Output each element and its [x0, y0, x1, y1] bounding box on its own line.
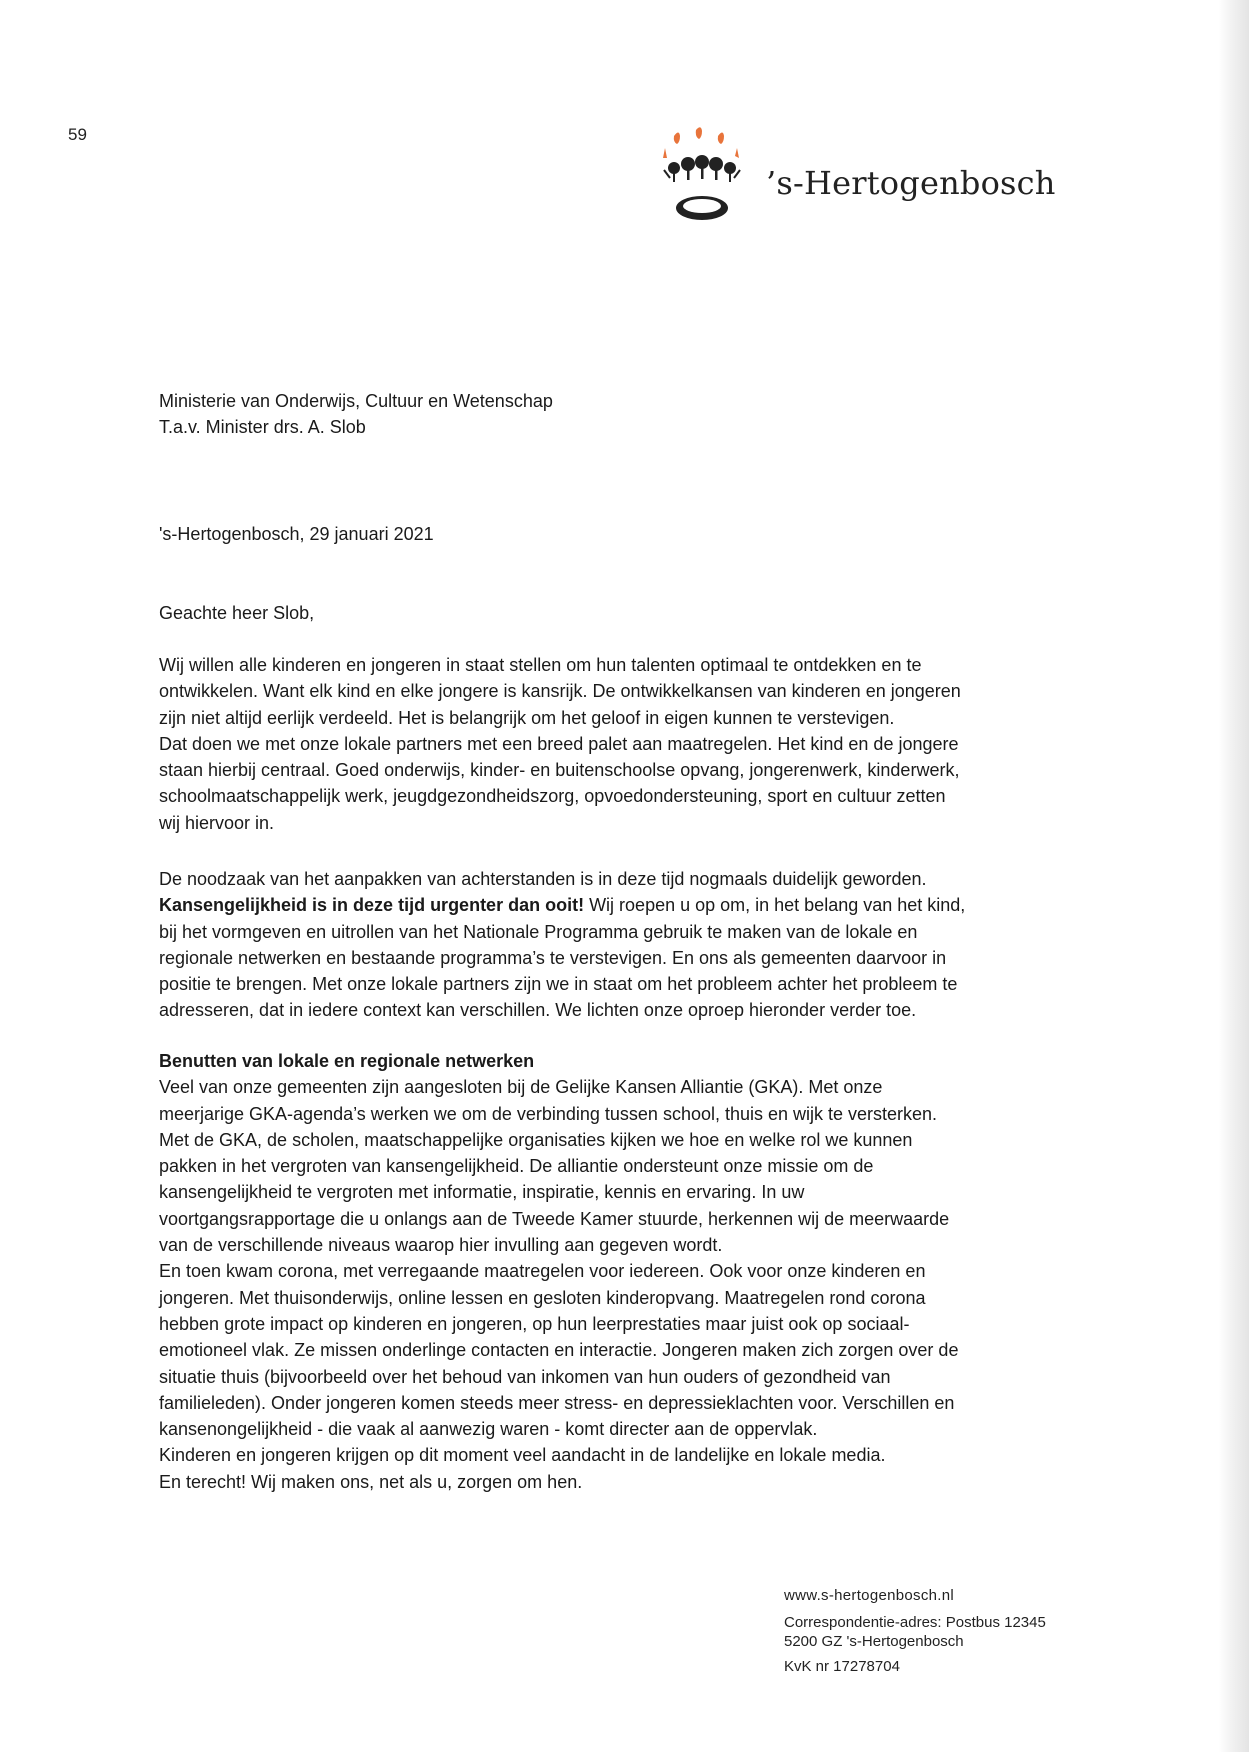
text-line: familieleden). Onder jongeren komen steeds meer stress- en depressieklachten voor. Verschillen en [159, 1392, 955, 1413]
address-line: Ministerie van Onderwijs, Cultuur en Wetenschap [159, 391, 553, 411]
crown-trees-icon [640, 126, 760, 236]
text-line: hebben grote impact op kinderen en jongeren, op hun leerprestaties maar juist ook op sociaal- [159, 1313, 910, 1334]
text-line: Dat doen we met onze lokale partners met een breed palet aan maatregelen. Het kind en de jongere [159, 733, 959, 754]
text-line: voortgangsrapportage die u onlangs aan de Tweede Kamer stuurde, herkennen wij de meerwaarde [159, 1208, 950, 1229]
text-line: bij het vormgeven en uitrollen van het Nationale Programma gebruik te maken van de lokale en [159, 921, 918, 942]
page-edge-shadow [1219, 0, 1249, 1752]
address-line: T.a.v. Minister drs. A. Slob [159, 417, 366, 438]
text-line: Met de GKA, de scholen, maatschappelijke organisaties kijken we hoe en welke rol we kunnen [159, 1129, 913, 1150]
logo-wordmark: ’s-Hertogenbosch [766, 164, 1056, 202]
emphasis-text: Kansengelijkheid is in deze tijd urgenter dan ooit! [159, 895, 585, 916]
text-line: zijn niet altijd eerlijk verdeeld. Het is belangrijk om het geloof in eigen kunnen te verstevigen. [159, 707, 895, 728]
text-line: Veel van onze gemeenten zijn aangesloten bij de Gelijke Kansen Alliantie (GKA). Met onze [159, 1077, 883, 1098]
text-line: staan hierbij centraal. Goed onderwijs, kinder- en buitenschoolse opvang, jongerenwerk, kinderwerk, [159, 760, 960, 781]
text-span: Wij roepen u op om, in het belang van het kind, [584, 895, 966, 916]
text-line: En toen kwam corona, met verregaande maatregelen voor iedereen. Ook voor onze kinderen en [159, 1261, 926, 1282]
text-line: positie te brengen. Met onze lokale partners zijn we in staat om het probleem achter het probleem te [159, 974, 958, 995]
text-line: En terecht! Wij maken ons, net als u, zorgen om hen. [159, 1471, 583, 1492]
municipality-logo [640, 126, 1056, 236]
text-line: De noodzaak van het aanpakken van achterstanden is in deze tijd nogmaals duidelijk geworden. [159, 869, 927, 889]
text-line: Wij willen alle kinderen en jongeren in staat stellen om hun talenten optimaal te ontdekken en te [159, 655, 922, 675]
text-line: emotioneel vlak. Ze missen onderlinge contacten en interactie. Jongeren maken zich zorgen over de [159, 1340, 959, 1361]
section-networks [159, 1048, 958, 1495]
text-line: pakken in het vergroten van kansengelijkheid. De alliantie ondersteunt onze missie om de [159, 1156, 874, 1177]
salutation: Geachte heer Slob, [159, 603, 315, 623]
text-line-mixed [159, 892, 965, 918]
footer-correspondence-line: Correspondentie-adres: Postbus 12345 [784, 1614, 1046, 1631]
text-line: wij hiervoor in. [159, 812, 275, 833]
footer-postal-line: 5200 GZ 's-Hertogenbosch [784, 1633, 964, 1650]
text-line: kansengelijkheid te vergroten met informatie, inspiratie, kennis en ervaring. In uw [159, 1182, 805, 1203]
text-line: situatie thuis (bijvoorbeeld over het behoud van inkomen van hun ouders of gezondheid van [159, 1366, 891, 1387]
text-line: kansenongelijkheid - die vaak al aanwezig waren - komt directer aan de oppervlak. [159, 1419, 818, 1440]
footer-correspondence [784, 1613, 1046, 1651]
text-line: schoolmaatschappelijk werk, jeugdgezondheidszorg, opvoedondersteuning, sport en cultuur zetten [159, 786, 946, 807]
text-line: Kinderen en jongeren krijgen op dit moment veel aandacht in de landelijke en lokale media. [159, 1445, 886, 1466]
footer-kvk: KvK nr 17278704 [784, 1658, 900, 1675]
text-line: adresseren, dat in iedere context kan verschillen. We lichten onze oproep hieronder verder toe. [159, 1000, 917, 1021]
paragraph-urgency [159, 866, 965, 1024]
page-number: 59 [68, 125, 87, 144]
text-line: meerjarige GKA-agenda’s werken we om de verbinding tussen school, thuis en wijk te versterken. [159, 1103, 938, 1124]
section-heading: Benutten van lokale en regionale netwerken [159, 1051, 535, 1071]
paragraph-intro [159, 652, 961, 836]
text-line: van de verschillende niveaus waarop hier invulling aan gegeven wordt. [159, 1235, 723, 1256]
date-line: 's-Hertogenbosch, 29 januari 2021 [159, 524, 434, 544]
text-line: jongeren. Met thuisonderwijs, online lessen en gesloten kinderopvang. Maatregelen rond corona [159, 1287, 926, 1308]
footer-website: www.s-hertogenbosch.nl [784, 1587, 955, 1604]
text-line: regionale netwerken en bestaande programma’s te verstevigen. En ons als gemeenten daarvoor in [159, 947, 947, 968]
text-line: ontwikkelen. Want elk kind en elke jongere is kansrijk. De ontwikkelkansen van kinderen en jongeren [159, 681, 961, 702]
recipient-address [159, 388, 553, 441]
